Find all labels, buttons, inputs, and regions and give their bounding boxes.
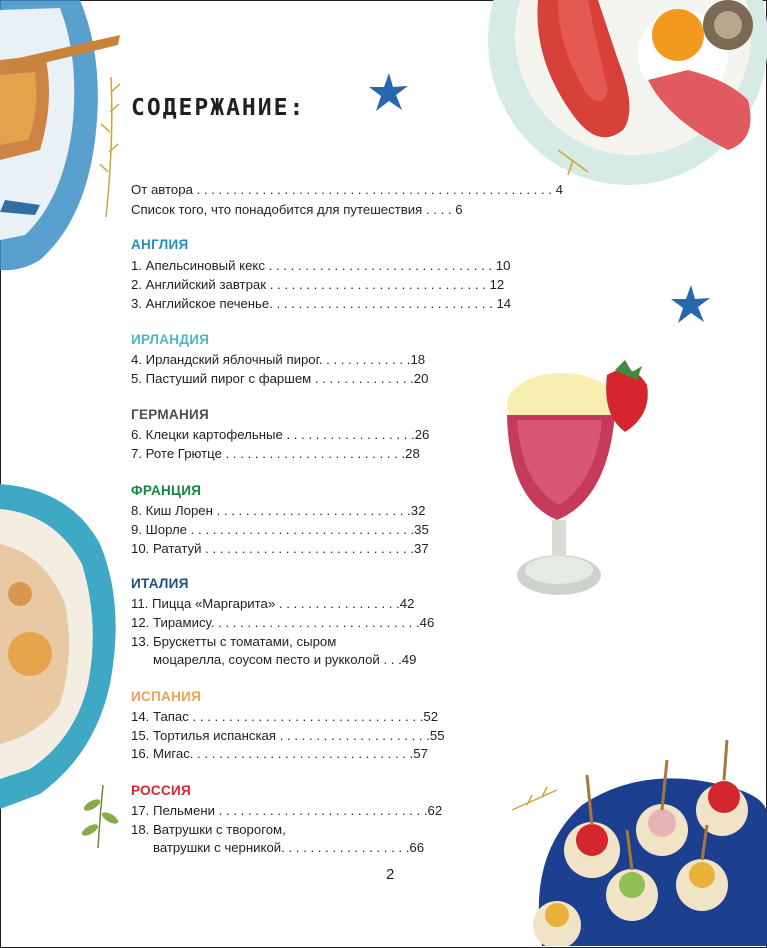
toc-entry[interactable]: [131, 821, 286, 839]
entry-label: 7. Роте Грютце: [131, 446, 222, 461]
entry-label: 2. Английский завтрак: [131, 277, 267, 292]
dot-leader: . . . . . . . . . . . . . . . . . .: [281, 840, 410, 855]
entry-label: 13. Брускетты с томатами, сыром: [131, 634, 337, 649]
entry-page: 6: [455, 202, 463, 217]
entry-page: 35: [414, 522, 429, 537]
page-number: 2: [386, 866, 395, 883]
toc-entry[interactable]: [131, 370, 429, 388]
entry-label: 17. Пельмени: [131, 803, 215, 818]
dot-leader: . . . . . . . . . . . . . . . . . . . . . . . . . . . . . . .: [269, 296, 493, 311]
dot-leader: . . . . . . . . . . . . . . . . . . . . . . . . . . . . .: [201, 541, 414, 556]
leaf-sprig-icon: [78, 780, 120, 850]
entry-page: 37: [414, 541, 429, 556]
dot-leader: . . . . . . . . . . . . . .: [311, 371, 414, 386]
entry-page: 10: [495, 258, 511, 273]
section-heading-france: ФРАНЦИЯ: [131, 483, 202, 498]
entry-page: 32: [410, 503, 426, 518]
dot-leader: . . . . . . . . . . . . . . . . . . . . . . . . . . . . . . .: [189, 746, 414, 761]
entry-label: От автора: [131, 182, 193, 197]
entry-page: 52: [423, 709, 439, 724]
entry-label: 12. Тирамису: [131, 615, 211, 630]
dot-leader: . . . . . . . . . . . . . . . . . . . . .: [276, 728, 430, 743]
dot-leader: . . .: [379, 652, 402, 667]
toc-entry-continuation[interactable]: [131, 839, 424, 857]
entry-label: 11. Пицца «Маргарита»: [131, 596, 276, 611]
entry-page: 57: [413, 746, 428, 761]
toc-entry[interactable]: [131, 802, 442, 820]
entry-page: 14: [496, 296, 512, 311]
entry-page: 55: [429, 728, 445, 743]
toc-entry[interactable]: [131, 727, 445, 745]
dot-leader: . . . . . . . . . . . . . . . . . . . . . . . . . . . . . . .: [264, 258, 493, 273]
dot-leader: . . . . . . . . . . . . . . . . . . . . . . . . . . . . . .: [266, 277, 486, 292]
toc-entry-continuation[interactable]: [131, 651, 416, 669]
toc-entry[interactable]: [131, 521, 429, 539]
sprig-icon: [96, 72, 126, 222]
toc-entry[interactable]: [131, 708, 438, 726]
toc-entry[interactable]: [131, 633, 336, 651]
entry-label: моцарелла, соусом песто и рукколой: [131, 652, 380, 667]
dot-leader: . . . . . . . . . . . . . . . . .: [275, 596, 400, 611]
entry-page: 42: [399, 596, 415, 611]
toc-entry[interactable]: [131, 502, 425, 520]
entry-page: 62: [427, 803, 443, 818]
entry-page: 12: [489, 277, 505, 292]
toc-entry-travel-list[interactable]: [131, 201, 463, 219]
entry-page: 18: [410, 352, 426, 367]
pie-plate-illustration: [0, 484, 120, 814]
entry-label: 4. Ирландский яблочный пирог: [131, 352, 319, 367]
parfait-glass-illustration: [497, 360, 657, 600]
entry-label: ватрушки с черникой: [131, 840, 282, 855]
blue-star-icon: [366, 70, 412, 116]
entry-page: 46: [419, 615, 435, 630]
entry-page: 49: [401, 652, 417, 667]
section-heading-italy: ИТАЛИЯ: [131, 576, 189, 591]
entry-label: 16. Мигас: [131, 746, 190, 761]
toc-entry[interactable]: [131, 614, 434, 632]
entry-label: 15. Тортилья испанская: [131, 728, 277, 743]
dot-leader: . . . . . . . . . . . . . . . . . . . . . . . . .: [221, 446, 406, 461]
dot-leader: . . . . . . . . . . . . . . . . . . . . . . . . . . . . .: [210, 615, 420, 630]
toc-entry[interactable]: [131, 351, 425, 369]
toc-entry[interactable]: [131, 595, 414, 613]
toc-entry[interactable]: [131, 445, 420, 463]
dot-leader: . . . . . . . . . . . . . . . . . . . . . . . . . . . . . . . . . . . . . . . . . . . . . . . . .: [192, 182, 552, 197]
section-heading-england: АНГЛИЯ: [131, 237, 189, 252]
dot-leader: . . . . . . . . . . . . . . . . . . . . . . . . . . . . .: [215, 803, 428, 818]
entry-page: 66: [409, 840, 425, 855]
entry-label: 3. Английское печенье: [131, 296, 270, 311]
section-heading-russia: РОССИЯ: [131, 783, 192, 798]
dot-leader: . . . . . . . . . . . . .: [318, 352, 411, 367]
toc-entry[interactable]: [131, 295, 511, 313]
entry-label: 1. Апельсиновый кекс: [131, 258, 265, 273]
entry-page: 4: [555, 182, 563, 197]
entry-label: 18. Ватрушки с творогом,: [131, 822, 286, 837]
entry-label: Список того, что понадобится для путешествия: [131, 202, 423, 217]
section-heading-ireland: ИРЛАНДИЯ: [131, 332, 210, 347]
section-heading-germany: ГЕРМАНИЯ: [131, 407, 210, 422]
page-title: СОДЕРЖАНИЕ:: [131, 95, 306, 121]
entry-label: 9. Шорле: [131, 522, 187, 537]
dot-leader: . . . . . . . . . . . . . . . . . . . . . . . . . . . . . . . .: [188, 709, 424, 724]
entry-label: 8. Киш Лорен: [131, 503, 213, 518]
dot-leader: . . . . . . . . . . . . . . . . . . . . . . . . . . . . . . .: [187, 522, 415, 537]
blue-star-icon: [668, 282, 714, 328]
section-heading-spain: ИСПАНИЯ: [131, 689, 202, 704]
toc-entry[interactable]: [131, 276, 504, 294]
toc-entry[interactable]: [131, 540, 429, 558]
entry-page: 28: [405, 446, 420, 461]
dot-leader: . . . .: [422, 202, 452, 217]
dot-leader: . . . . . . . . . . . . . . . . . . . . . . . . . . .: [212, 503, 411, 518]
dot-leader: . . . . . . . . . . . . . . . . . .: [282, 427, 415, 442]
entry-page: 20: [413, 371, 429, 386]
toc-entry[interactable]: [131, 426, 429, 444]
entry-page: 26: [414, 427, 430, 442]
entry-label: 10. Рататуй: [131, 541, 202, 556]
entry-label: 5. Пастуший пирог с фаршем: [131, 371, 312, 386]
toc-entry[interactable]: [131, 745, 428, 763]
entry-label: 14. Тапас: [131, 709, 189, 724]
entry-label: 6. Клецки картофельные: [131, 427, 283, 442]
canape-platter-illustration: [502, 735, 767, 946]
toc-entry-author[interactable]: [131, 181, 563, 199]
toc-entry[interactable]: [131, 257, 510, 275]
breakfast-plate-illustration: [488, 0, 767, 190]
